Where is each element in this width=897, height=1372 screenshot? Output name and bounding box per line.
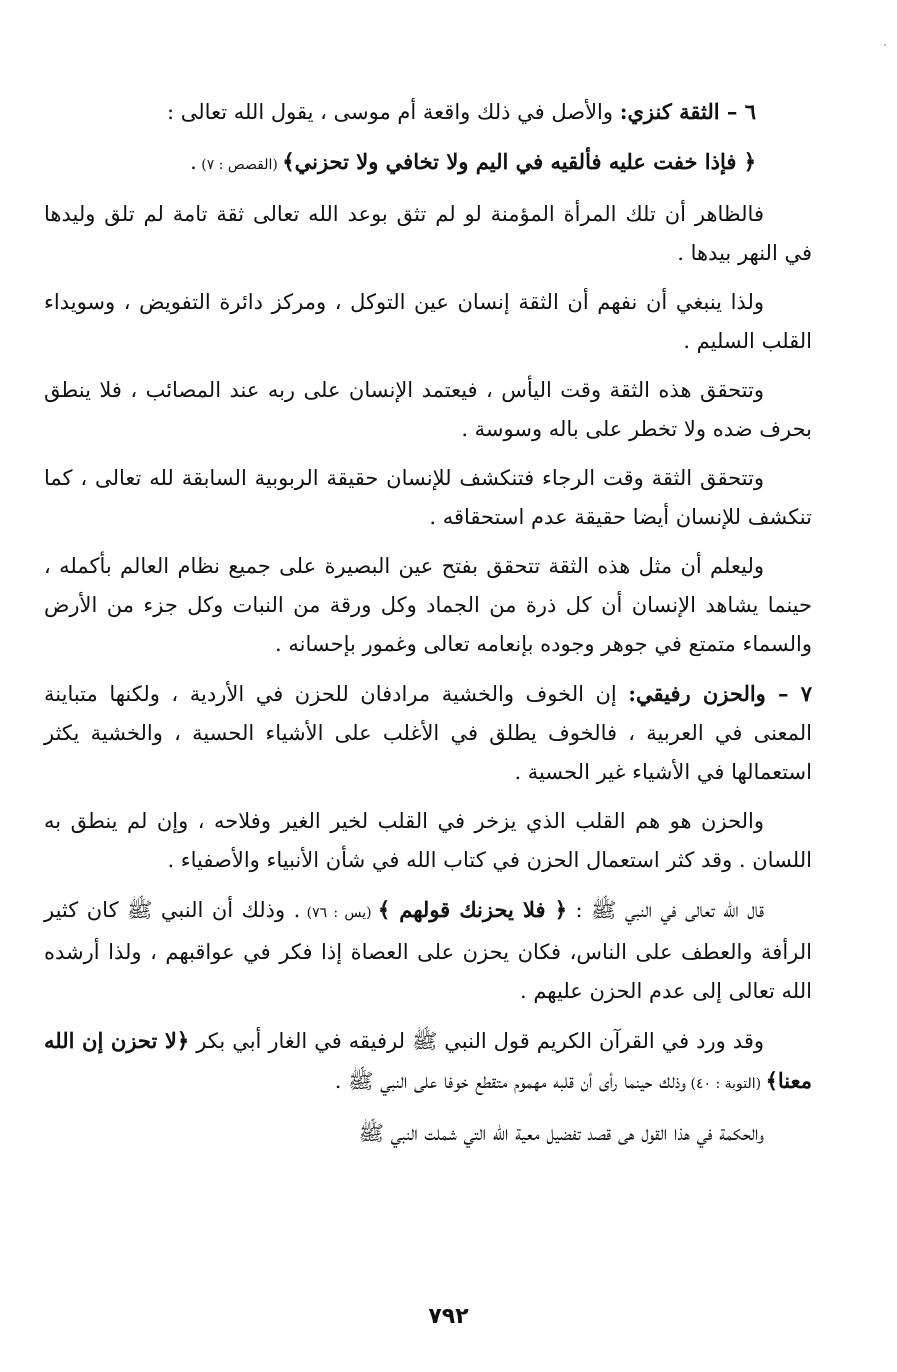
paragraph-text: إن الخوف والخشية مرادفان للحزن في الأردية ، ولكنها متباينة المعنى في العربية ، فالخوف يطلق في الأغلب على الأشياء الحسية ، والخشية يكثر استعمالها في الأشياء غير الحسية . xyxy=(44,682,812,784)
paragraph-5 xyxy=(44,371,812,449)
paragraph-text: والحزن هو هم القلب الذي يزخر في القلب لخير الغير وفلاحه ، وإن لم ينطق به اللسان . وقد كثر استعمال الحزن في كتاب الله في شأن الأنبياء والأصفياء . xyxy=(44,809,812,872)
quran-verse: ﴿ فإذا خفت عليه فألقيه في اليم ولا تخافي ولا تحزني﴾ xyxy=(282,149,756,174)
paragraph-10 xyxy=(44,890,812,1011)
paragraph-6 xyxy=(44,459,812,537)
verse-reference: (التوبة : ٤٠) xyxy=(686,1076,766,1092)
paragraph-12 xyxy=(44,1114,812,1153)
paragraph-9 xyxy=(44,802,812,880)
paragraph-4 xyxy=(44,283,812,361)
paragraph-text: وليعلم أن مثل هذه الثقة تتحقق بفتح عين البصيرة على جميع نظام العالم بأكمله ، حينما يشاهد الإنسان أن كل ذرة من الجماد وكل ورقة من النبات وكل جزء من الأرض والسماء متمتع في جوهر وجوده بإنعامه تعالى وغمور بإحسانه . xyxy=(44,554,812,656)
paragraph-2 xyxy=(44,142,812,185)
paragraph-text: . وذلك أن النبي ﷺ كان كثير الرأفة والعطف على الناس، فكان يحزن على العصاة إذا فكر في عواقبهم ، ولذا أرشده الله تعالى إلى عدم الحزن عليهم . xyxy=(44,898,812,1003)
paragraph-3 xyxy=(44,195,812,273)
paragraph-1 xyxy=(44,92,812,132)
paragraph-text: وتتحقق الثقة وقت الرجاء فتنكشف للإنسان حقيقة الربوبية السابقة لله تعالى ، كما تنكشف للإنسان أيضا حقيقة عدم استحقاقه . xyxy=(44,466,812,529)
quran-verse: ﴿ فلا يحزنك قولهم ﴾ xyxy=(377,897,567,922)
paragraph-text: فالظاهر أن تلك المرأة المؤمنة لو لم تثق بوعد الله تعالى ثقة تامة لم تلق وليدها في النهر بيدها . xyxy=(44,202,812,265)
verse-reference: (يس : ٧٦) xyxy=(300,905,378,921)
paragraph-text: والحكمة في هذا القول هى قصد تفضيل معية الله التي شملت النبي ﷺ xyxy=(358,1121,764,1145)
page-number: ٧٩٢ xyxy=(428,1304,469,1329)
paragraph-11 xyxy=(44,1021,812,1104)
page-body xyxy=(44,92,812,1163)
paragraph-text: قال الله تعالى في النبي ﷺ : xyxy=(567,898,764,922)
paragraph-text: وتتحقق هذه الثقة وقت اليأس ، فيعتمد الإنسان على ربه عند المصائب ، فلا ينطق بحرف ضده ولا تخطر على باله وسوسة . xyxy=(44,378,812,441)
paragraph-text: وذلك حينما رأى أن قلبه مهموم متقطع خوفا على النبي ﷺ . xyxy=(334,1069,687,1093)
paragraph-text: ولذا ينبغي أن نفهم أن الثقة إنسان عين التوكل ، ومركز دائرة التفويض ، وسويداء القلب السليم . xyxy=(44,290,812,353)
paragraph-text: والأصل في ذلك واقعة أم موسى ، يقول الله تعالى : xyxy=(167,100,620,124)
section-heading: ٧ – والحزن رفيقي: xyxy=(628,681,812,706)
paragraph-8 xyxy=(44,674,812,792)
quran-verse: ﴿لا تحزن إن الله معنا﴾ xyxy=(44,1028,812,1093)
verse-reference: (القصص : ٧) xyxy=(196,157,283,173)
paragraph-text: . xyxy=(190,150,197,174)
paragraph-7 xyxy=(44,547,812,664)
scan-speck xyxy=(884,44,886,46)
section-heading: ٦ – الثقة كنزي: xyxy=(619,99,756,124)
paragraph-text: وقد ورد في القرآن الكريم قول النبي ﷺ لرفيقه في الغار أبي بكر xyxy=(189,1029,764,1053)
